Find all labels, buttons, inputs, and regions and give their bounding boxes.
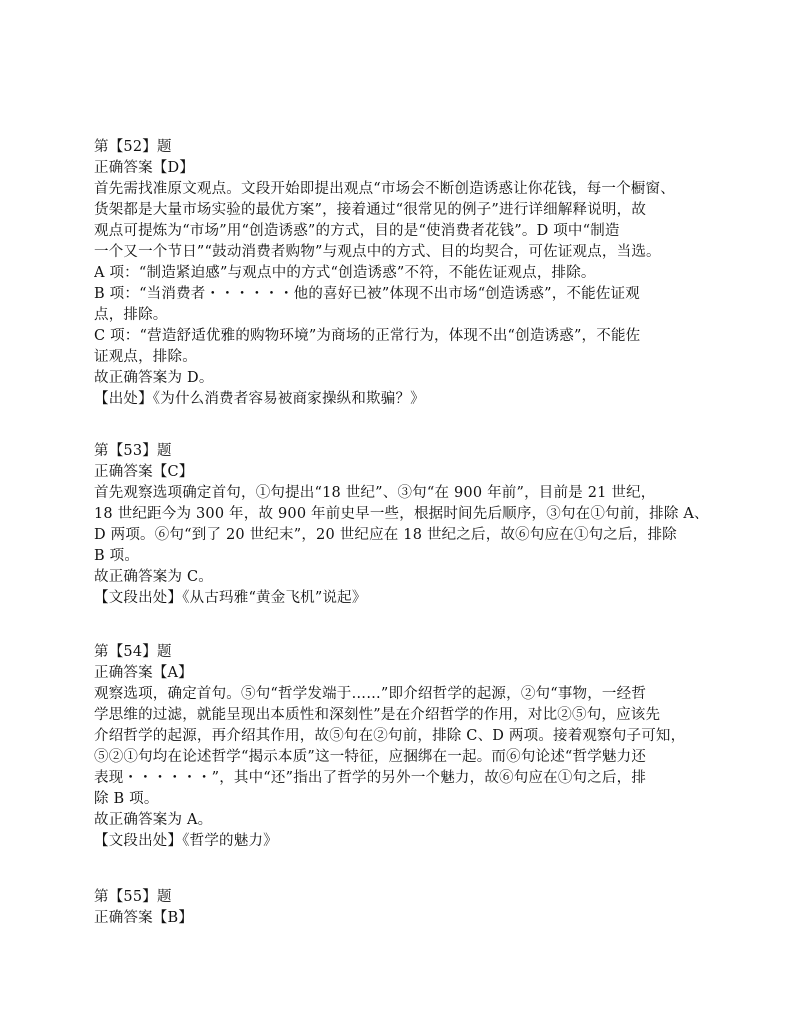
correct-answer: 正确答案【A】 — [94, 665, 193, 681]
source-line: 【文段出处】《哲学的魅力》 — [94, 833, 278, 849]
explanation-line: 除 B 项。 — [94, 791, 159, 807]
explanation-line: 学思维的过滤，就能呈现出本质性和深刻性”是在介绍哲学的作用，对比②⑤句，应该先 — [94, 707, 661, 723]
correct-answer: 正确答案【B】 — [94, 910, 194, 926]
question-54 — [94, 642, 710, 852]
explanation-line: A 项：“制造紧迫感”与观点中的方式“创造诱惑”不符，不能佐证观点，排除。 — [94, 265, 596, 281]
explanation-line: 首先需找准原文观点。文段开始即提出观点“市场会不断创造诱惑让你花钱，每一个橱窗、 — [94, 181, 675, 197]
explanation-line: 观点可提炼为“市场”用“创造诱惑”的方式，目的是“使消费者花钱”。D 项中“制造 — [94, 223, 620, 239]
correct-answer: 正确答案【D】 — [94, 160, 195, 176]
explanation-line: C 项：“营造舒适优雅的购物环境”为商场的正常行为，体现不出“创造诱惑”，不能佐 — [94, 328, 641, 344]
explanation-line: 故正确答案为 C。 — [94, 569, 214, 585]
question-55 — [94, 887, 710, 929]
question-52 — [94, 137, 710, 410]
source-line: 【出处】《为什么消费者容易被商家操纵和欺骗？》 — [94, 391, 425, 407]
question-53 — [94, 441, 710, 609]
question-heading: 第【54】题 — [94, 644, 172, 660]
explanation-line: ⑤②①句均在论述哲学“揭示本质”这一特征，应捆绑在一起。而⑥句论述“哲学魅力还 — [94, 749, 647, 765]
explanation-line: D 两项。⑥句“到了 20 世纪末”，20 世纪应在 18 世纪之后，故⑥句应在①句之后，排除 — [94, 527, 677, 543]
explanation-line: B 项。 — [94, 548, 140, 564]
explanation-line: 证观点，排除。 — [94, 349, 197, 365]
explanation-line: 故正确答案为 A。 — [94, 812, 213, 828]
explanation-line: 一个又一个节日”“鼓动消费者购物”与观点中的方式、目的均契合，可佐证观点，当选。 — [94, 244, 661, 260]
explanation-line: 18 世纪距今为 300 年，故 900 年前史早一些，根据时间先后顺序，③句在①句前，排除 A、 — [94, 506, 709, 522]
question-heading: 第【55】题 — [94, 889, 172, 905]
correct-answer: 正确答案【C】 — [94, 464, 194, 480]
question-heading: 第【52】题 — [94, 139, 172, 155]
explanation-line: 表现・・・・・・”，其中“还”指出了哲学的另外一个魅力，故⑥句应在①句之后，排 — [94, 770, 647, 786]
explanation-line: 首先观察选项确定首句，①句提出“18 世纪”、③句“在 900 年前”，目前是 21 世纪， — [94, 485, 656, 501]
explanation-line: B 项：“当消费者・・・・・・他的喜好已被”体现不出市场“创造诱惑”，不能佐证观 — [94, 286, 640, 302]
explanation-line: 点，排除。 — [94, 307, 168, 323]
explanation-line: 货架都是大量市场实验的最优方案”，接着通过“很常见的例子”进行详细解释说明，故 — [94, 202, 647, 218]
explanation-line: 介绍哲学的起源，再介绍其作用，故⑤句在②句前，排除 C、D 两项。接着观察句子可知， — [94, 728, 686, 744]
explanation-line: 观察选项，确定首句。⑤句“哲学发端于……”即介绍哲学的起源，②句“事物，一经哲 — [94, 686, 647, 702]
question-heading: 第【53】题 — [94, 443, 172, 459]
source-line: 【文段出处】《从古玛雅“黄金飞机”说起》 — [94, 590, 367, 606]
explanation-line: 故正确答案为 D。 — [94, 370, 214, 386]
